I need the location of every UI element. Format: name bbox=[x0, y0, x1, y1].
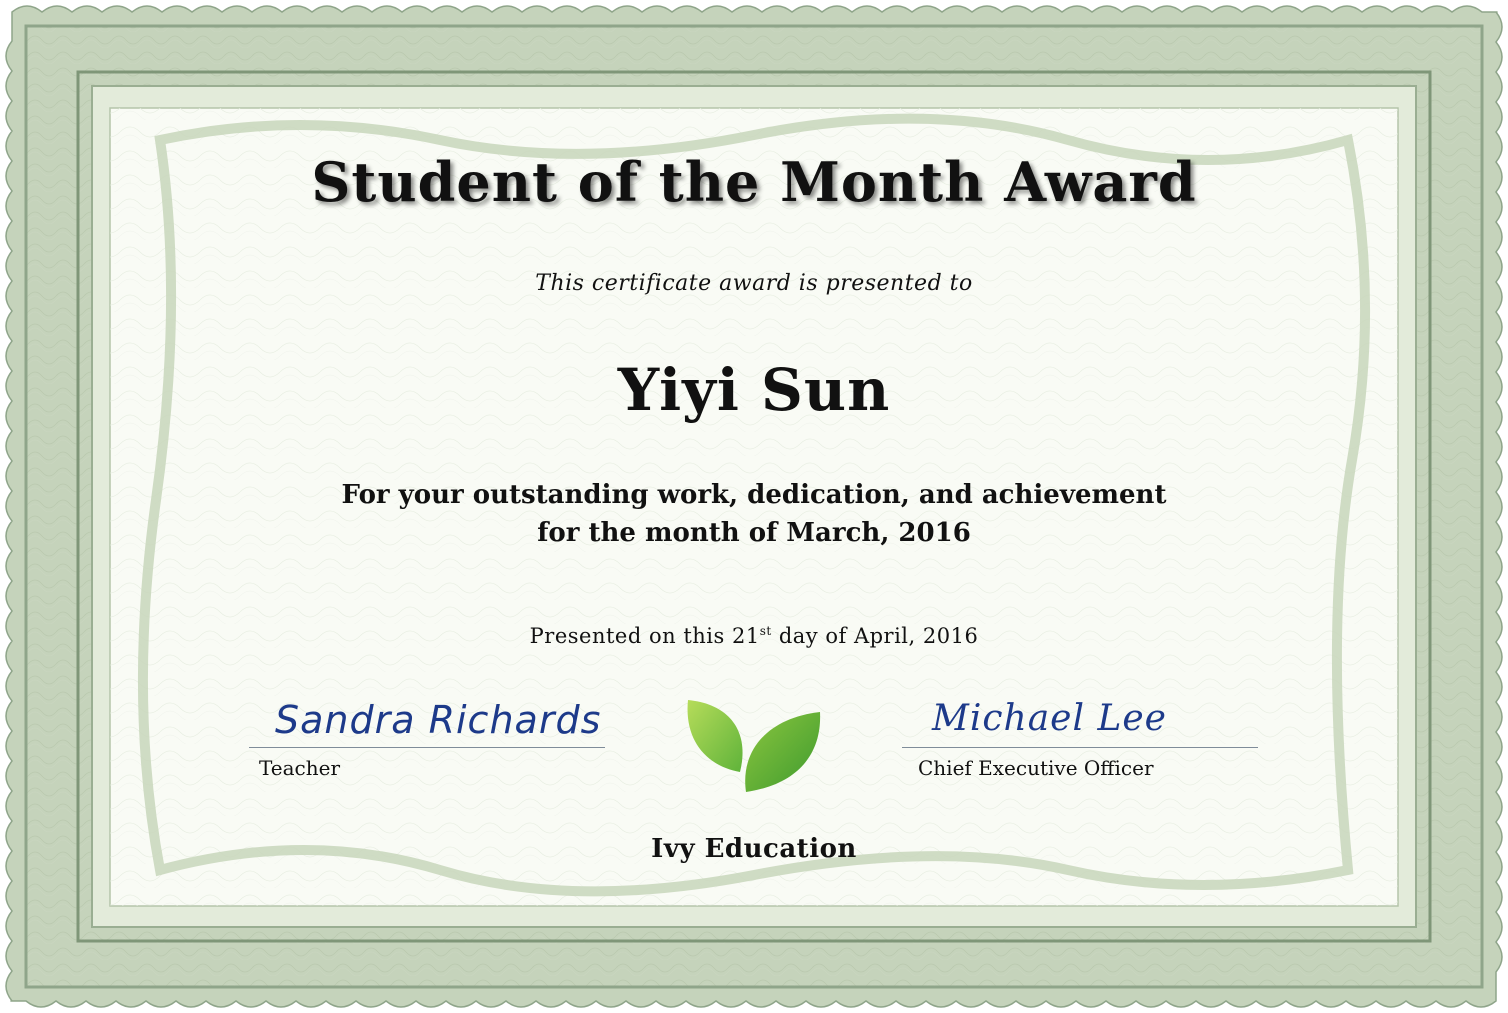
presentation-date-rest: day of April, 2016 bbox=[771, 624, 979, 648]
two-green-leaves-icon bbox=[682, 696, 826, 794]
award-reason-line-2: for the month of March, 2016 bbox=[537, 518, 971, 548]
recipient-name: Yiyi Sun bbox=[617, 356, 891, 424]
presentation-date-prefix: Presented on this 21 bbox=[529, 624, 760, 648]
left-leaf bbox=[688, 700, 743, 772]
certificate-title: Student of the Month Award bbox=[311, 150, 1197, 214]
signature-line bbox=[249, 747, 605, 748]
signature-block-ceo bbox=[902, 698, 1258, 788]
signature-line bbox=[902, 747, 1258, 748]
right-leaf bbox=[745, 712, 820, 792]
presentation-date-ordinal: st bbox=[759, 624, 772, 638]
ceo-signature: Michael Lee bbox=[932, 698, 1167, 739]
award-reason bbox=[0, 476, 1508, 552]
presentation-date bbox=[0, 624, 1508, 648]
signature-block-teacher bbox=[249, 698, 605, 788]
presentation-intro: This certificate award is presented to bbox=[535, 271, 973, 296]
ceo-title: Chief Executive Officer bbox=[918, 756, 1154, 780]
organization-name: Ivy Education bbox=[651, 834, 857, 864]
award-reason-line-1: For your outstanding work, dedication, and achievement bbox=[341, 480, 1167, 510]
teacher-title: Teacher bbox=[259, 756, 341, 780]
teacher-signature: Sandra Richards bbox=[275, 698, 602, 742]
